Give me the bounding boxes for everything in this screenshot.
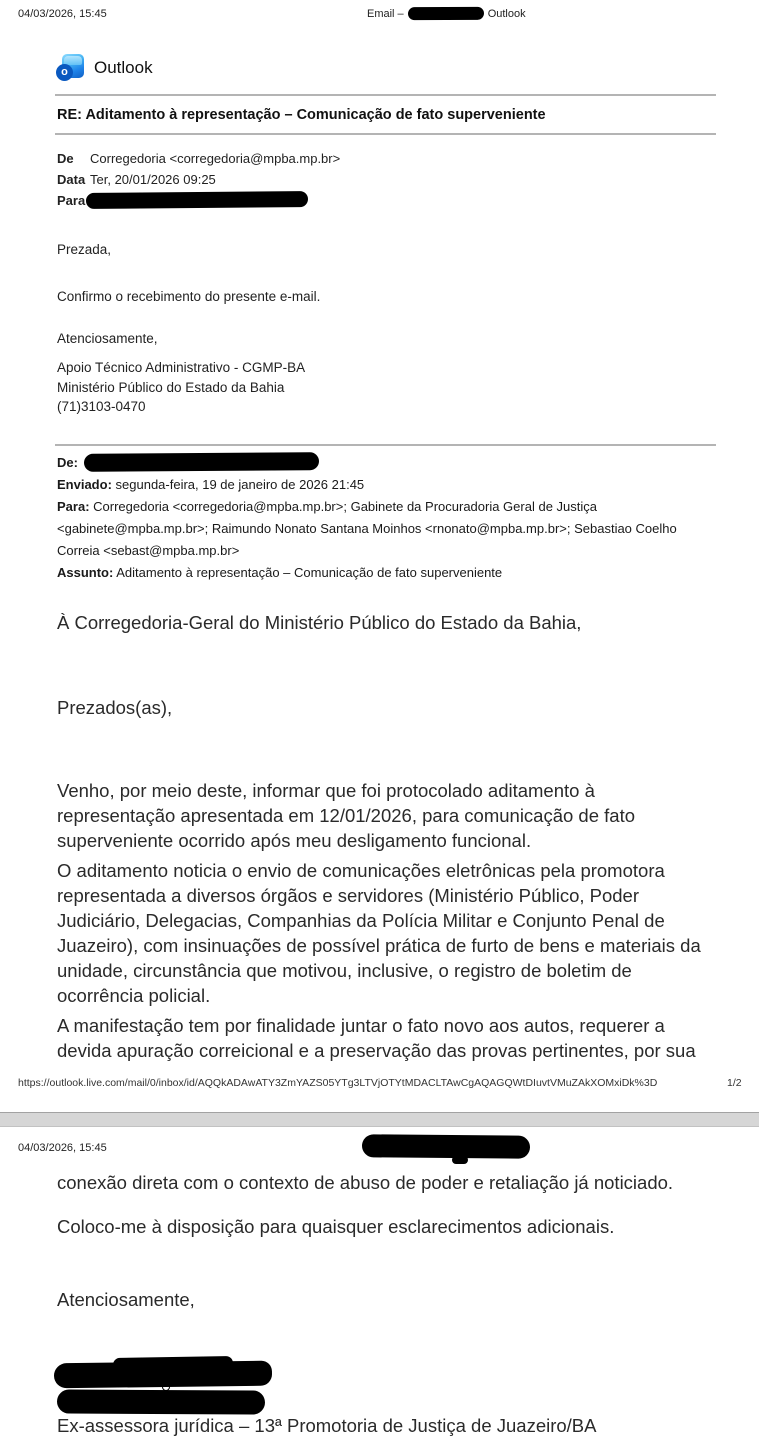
quoted-headers <box>57 452 717 584</box>
message-closing: Atenciosamente, <box>57 1289 195 1310</box>
message-paragraph-3: A manifestação tem por finalidade juntar o fato novo aos autos, requerer a devida apuração correicional e a preservação das provas pertinentes, por sua <box>57 1015 696 1061</box>
page-break-divider <box>0 1112 759 1127</box>
quoted-to-row <box>57 496 717 562</box>
quoted-to-value: Corregedoria <corregedoria@mpba.mp.br>; Gabinete da Procuradoria Geral de Justiça <gabinete@mpba.mp.br>; Raimundo Nonato Santana Moinhos <rnonato@mpba.mp.br>; Sebastiao Coelho Correia <sebast@mpba.mp.br> <box>57 499 677 558</box>
reply-signature <box>57 358 305 417</box>
field-from-value: Corregedoria <corregedoria@mpba.mp.br> <box>90 151 341 166</box>
print-title <box>367 7 526 20</box>
outlook-brand <box>56 54 153 82</box>
redaction-recipient <box>86 191 308 209</box>
print-datetime-page1: 04/03/2026, 15:45 <box>18 8 107 20</box>
signature-line-unit: Apoio Técnico Administrativo - CGMP-BA <box>57 360 306 375</box>
email-header-fields <box>57 148 697 211</box>
redaction-quoted-sender <box>84 452 319 472</box>
print-datetime-page2: 04/03/2026, 15:45 <box>18 1142 107 1154</box>
quoted-from-row <box>57 452 717 474</box>
quoted-sent-value: segunda-feira, 19 de janeiro de 2026 21:45 <box>111 477 365 492</box>
field-date-label: Data <box>57 172 86 187</box>
redaction-signature-line1-top <box>113 1356 233 1372</box>
field-to-label: Para <box>57 193 86 208</box>
redaction-account-name <box>408 7 484 20</box>
print-title-prefix: Email – <box>367 7 404 20</box>
field-to <box>57 190 697 211</box>
divider-top <box>55 94 716 96</box>
quoted-sent-label: Enviado: <box>57 477 112 492</box>
print-page-indicator: 1/2 <box>727 1077 742 1089</box>
quoted-to-label: Para: <box>57 499 90 514</box>
outlook-o-badge: o <box>56 64 73 81</box>
redaction-page2-title <box>362 1134 530 1158</box>
divider-quoted <box>55 444 716 446</box>
message-greeting: Prezados(as), <box>57 697 173 718</box>
field-date <box>57 169 697 190</box>
message-paragraph-5: Coloco-me à disposição para quaisquer esclarecimentos adicionais. <box>57 1216 615 1237</box>
quoted-from-label: De: <box>57 455 78 470</box>
field-from-label: De <box>57 151 74 166</box>
quoted-sent-row <box>57 474 717 496</box>
divider-subject <box>55 133 716 135</box>
outlook-logo-icon <box>56 54 84 82</box>
signature-line-org: Ministério Público do Estado da Bahia <box>57 379 285 395</box>
redaction-page2-title-tail <box>452 1156 468 1164</box>
quoted-subject-row <box>57 562 717 584</box>
message-paragraph-1: Venho, por meio deste, informar que foi protocolado aditamento à representação apresentada em 12/01/2026, para comunicação de fato superveniente ocorrido após meu desligamento funcional. <box>57 780 636 851</box>
message-paragraph-2: O aditamento noticia o envio de comunicações eletrônicas pela promotora representada a diversos órgãos e servidores (Ministério Público, Poder Judiciário, Delegacias, Companhias da Polícia Militar e Conjunto Penal de Juazeiro), com insinuações de possível prática de furto de bens e materiais da unidade, circunstância que motivou, inclusive, o registro de boletim de ocorrência policial. <box>57 860 701 1006</box>
reply-confirmation: Confirmo o recebimento do presente e-mail. <box>57 289 321 304</box>
print-footer-url: https://outlook.live.com/mail/0/inbox/id/AQQkADAwATY3ZmYAZS05YTg3LTVjOTYtMDACLTAwCgAQAGQWtDIuvtVMuZAkXOMxiDk%3D <box>18 1077 658 1089</box>
redaction-signature-line2 <box>57 1389 265 1414</box>
signature-role: Ex-assessora jurídica – 13ª Promotoria de Justiça de Juazeiro/BA <box>57 1415 597 1436</box>
print-title-suffix: Outlook <box>487 7 526 20</box>
email-subject: RE: Aditamento à representação – Comunicação de fato superveniente <box>57 107 546 123</box>
message-salutation: À Corregedoria-Geral do Ministério Público do Estado da Bahia, <box>57 612 582 633</box>
quoted-subject-value: Aditamento à representação – Comunicação de fato superveniente <box>113 565 503 580</box>
message-paragraph-4: conexão direta com o contexto de abuso de poder e retaliação já noticiado. <box>57 1172 674 1193</box>
reply-closing: Atenciosamente, <box>57 331 158 346</box>
outlook-wordmark: Outlook <box>94 58 153 77</box>
reply-greeting: Prezada, <box>57 242 112 257</box>
field-date-value: Ter, 20/01/2026 09:25 <box>90 172 216 187</box>
quoted-subject-label: Assunto: <box>57 565 114 580</box>
signature-line-phone: (71)3103-0470 <box>57 399 146 414</box>
field-from <box>57 148 697 169</box>
